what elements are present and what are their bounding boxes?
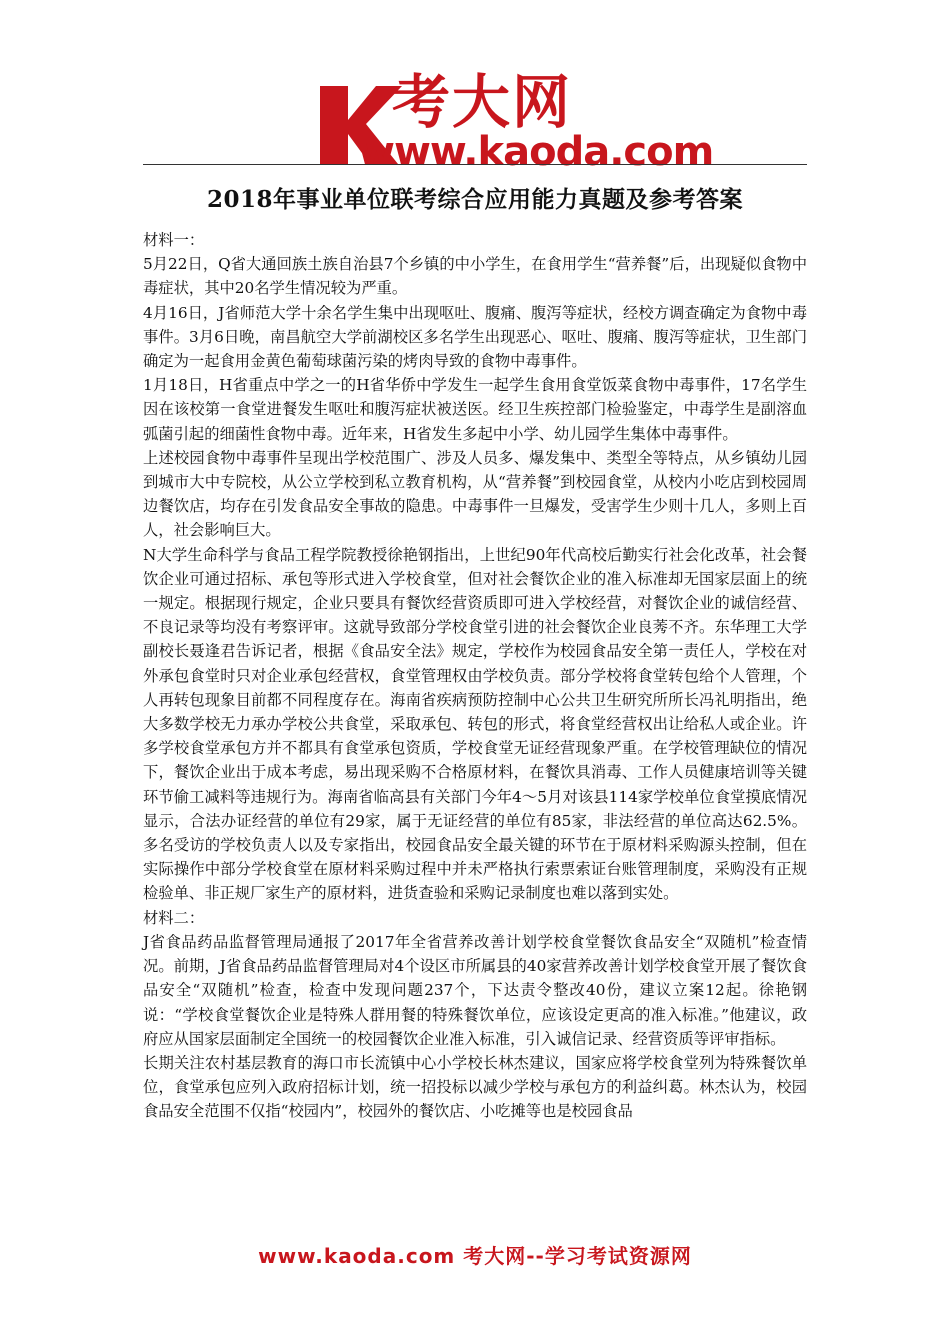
- section-heading: 材料二：: [143, 908, 205, 927]
- logo-text: 考大网: [392, 68, 573, 136]
- paragraph: J省食品药品监督管理局通报了2017年全省营养改善计划学校食堂餐饮食品安全“双随机”检查情况。前期，J省食品药品监督管理局对4个设区市所属县的40家营养改善计划学校食堂开展了餐饮食品安全“双随机”检查，检查中发现问题237个，下达责令整改40份，建议立案12起。徐艳钢说：“学校食堂餐饮企业是特殊人群用餐的特殊餐饮单位，应该设定更高的准入标准。”他建议，政府应从国家层面制定全国统一的校园餐饮企业准入标准，引入诚信记录、经营资质等评审指标。: [143, 932, 807, 1048]
- header-divider: [143, 164, 807, 165]
- site-header: [0, 68, 950, 175]
- paragraph: 4月16日，J省师范大学十余名学生集中出现呕吐、腹痛、腹泻等症状，经校方调查确定为食物中毒事件。3月6日晚，南昌航空大学前湖校区多名学生出现恶心、呕吐、腹痛、腹泻等症状，卫生部门确定为一起食用金黄色葡萄球菌污染的烤肉导致的食物中毒事件。: [143, 303, 807, 371]
- paragraph: 1月18日，H省重点中学之一的H省华侨中学发生一起学生食用食堂饭菜食物中毒事件，17名学生因在该校第一食堂进餐发生呕吐和腹泻症状被送医。经卫生疾控部门检验鉴定，中毒学生是副溶血弧菌引起的细菌性食物中毒。近年来，H省发生多起中小学、幼儿园学生集体中毒事件。: [143, 376, 807, 443]
- paragraph: N大学生命科学与食品工程学院教授徐艳钢指出，上世纪90年代高校后勤实行社会化改革，社会餐饮企业可通过招标、承包等形式进入学校食堂，但对社会餐饮企业的准入标准却无国家层面上的统一规定。根据现行规定，企业只要具有餐饮经营资质即可进入学校经营，对餐饮企业的诚信经营、不良记录等均没有考察评审。这就导致部分学校食堂引进的社会餐饮企业良莠不齐。东华理工大学副校长聂逢君告诉记者，根据《食品安全法》规定，学校作为校园食品安全第一责任人，学校在对外承包食堂时只对企业承包经营权，食堂管理权由学校负责。部分学校将食堂转包给个人管理，个人再转包现象目前都不同程度存在。海南省疾病预防控制中心公共卫生研究所所长冯礼明指出，绝大多数学校无力承办学校公共食堂，采取承包、转包的形式，将食堂经营权出让给私人或企业。许多学校食堂承包方并不都具有食堂承包资质，学校食堂无证经营现象严重。在学校管理缺位的情况下，餐饮企业出于成本考虑，易出现采购不合格原材料，在餐饮具消毒、工作人员健康培训等关键环节偷工减料等违规行为。海南省临高县有关部门今年4～5月对该县114家学校单位食堂摸底情况显示，合法办证经营的单位有29家，属于无证经营的单位有85家，非法经营的单位高达62.5%。多名受访的学校负责人以及专家指出，校园食品安全最关键的环节在于原材料采购源头控制，但在实际操作中部分学校食堂在原材料采购过程中并未严格执行索票索证台账管理制度，采购没有正规检验单、非正规厂家生产的原材料，进货查验和采购记录制度也难以落到实处。: [143, 545, 807, 903]
- document-title: 2018年事业单位联考综合应用能力真题及参考答案: [206, 186, 743, 213]
- logo-url: www.kaoda.com: [358, 129, 714, 175]
- paragraph: 长期关注农村基层教育的海口市长流镇中心小学校长林杰建议，国家应将学校食堂列为特殊餐饮单位，食堂承包应列入政府招标计划，统一招投标以减少学校与承包方的利益纠葛。林杰认为，校园食品安全范围不仅指“校园内”，校园外的餐饮店、小吃摊等也是校园食品: [143, 1053, 807, 1121]
- footer-link[interactable]: www.kaoda.com 考大网--学习考试资源网: [258, 1244, 692, 1268]
- paragraph: 上述校园食物中毒事件呈现出学校范围广、涉及人员多、爆发集中、类型全等特点，从乡镇幼儿园到城市大中专院校，从公立学校到私立教育机构，从“营养餐”到校园食堂，从校内小吃店到校园周边餐饮店，均存在引发食品安全事故的隐患。中毒事件一旦爆发，受害学生少则十几人，多则上百人，社会影响巨大。: [143, 448, 807, 540]
- paragraph: 5月22日，Q省大通回族土族自治县7个乡镇的中小学生，在食用学生“营养餐”后，出现疑似食物中毒症状，其中20名学生情况较为严重。: [143, 255, 807, 298]
- section-heading: 材料一：: [143, 231, 205, 249]
- document-body: [143, 228, 807, 1124]
